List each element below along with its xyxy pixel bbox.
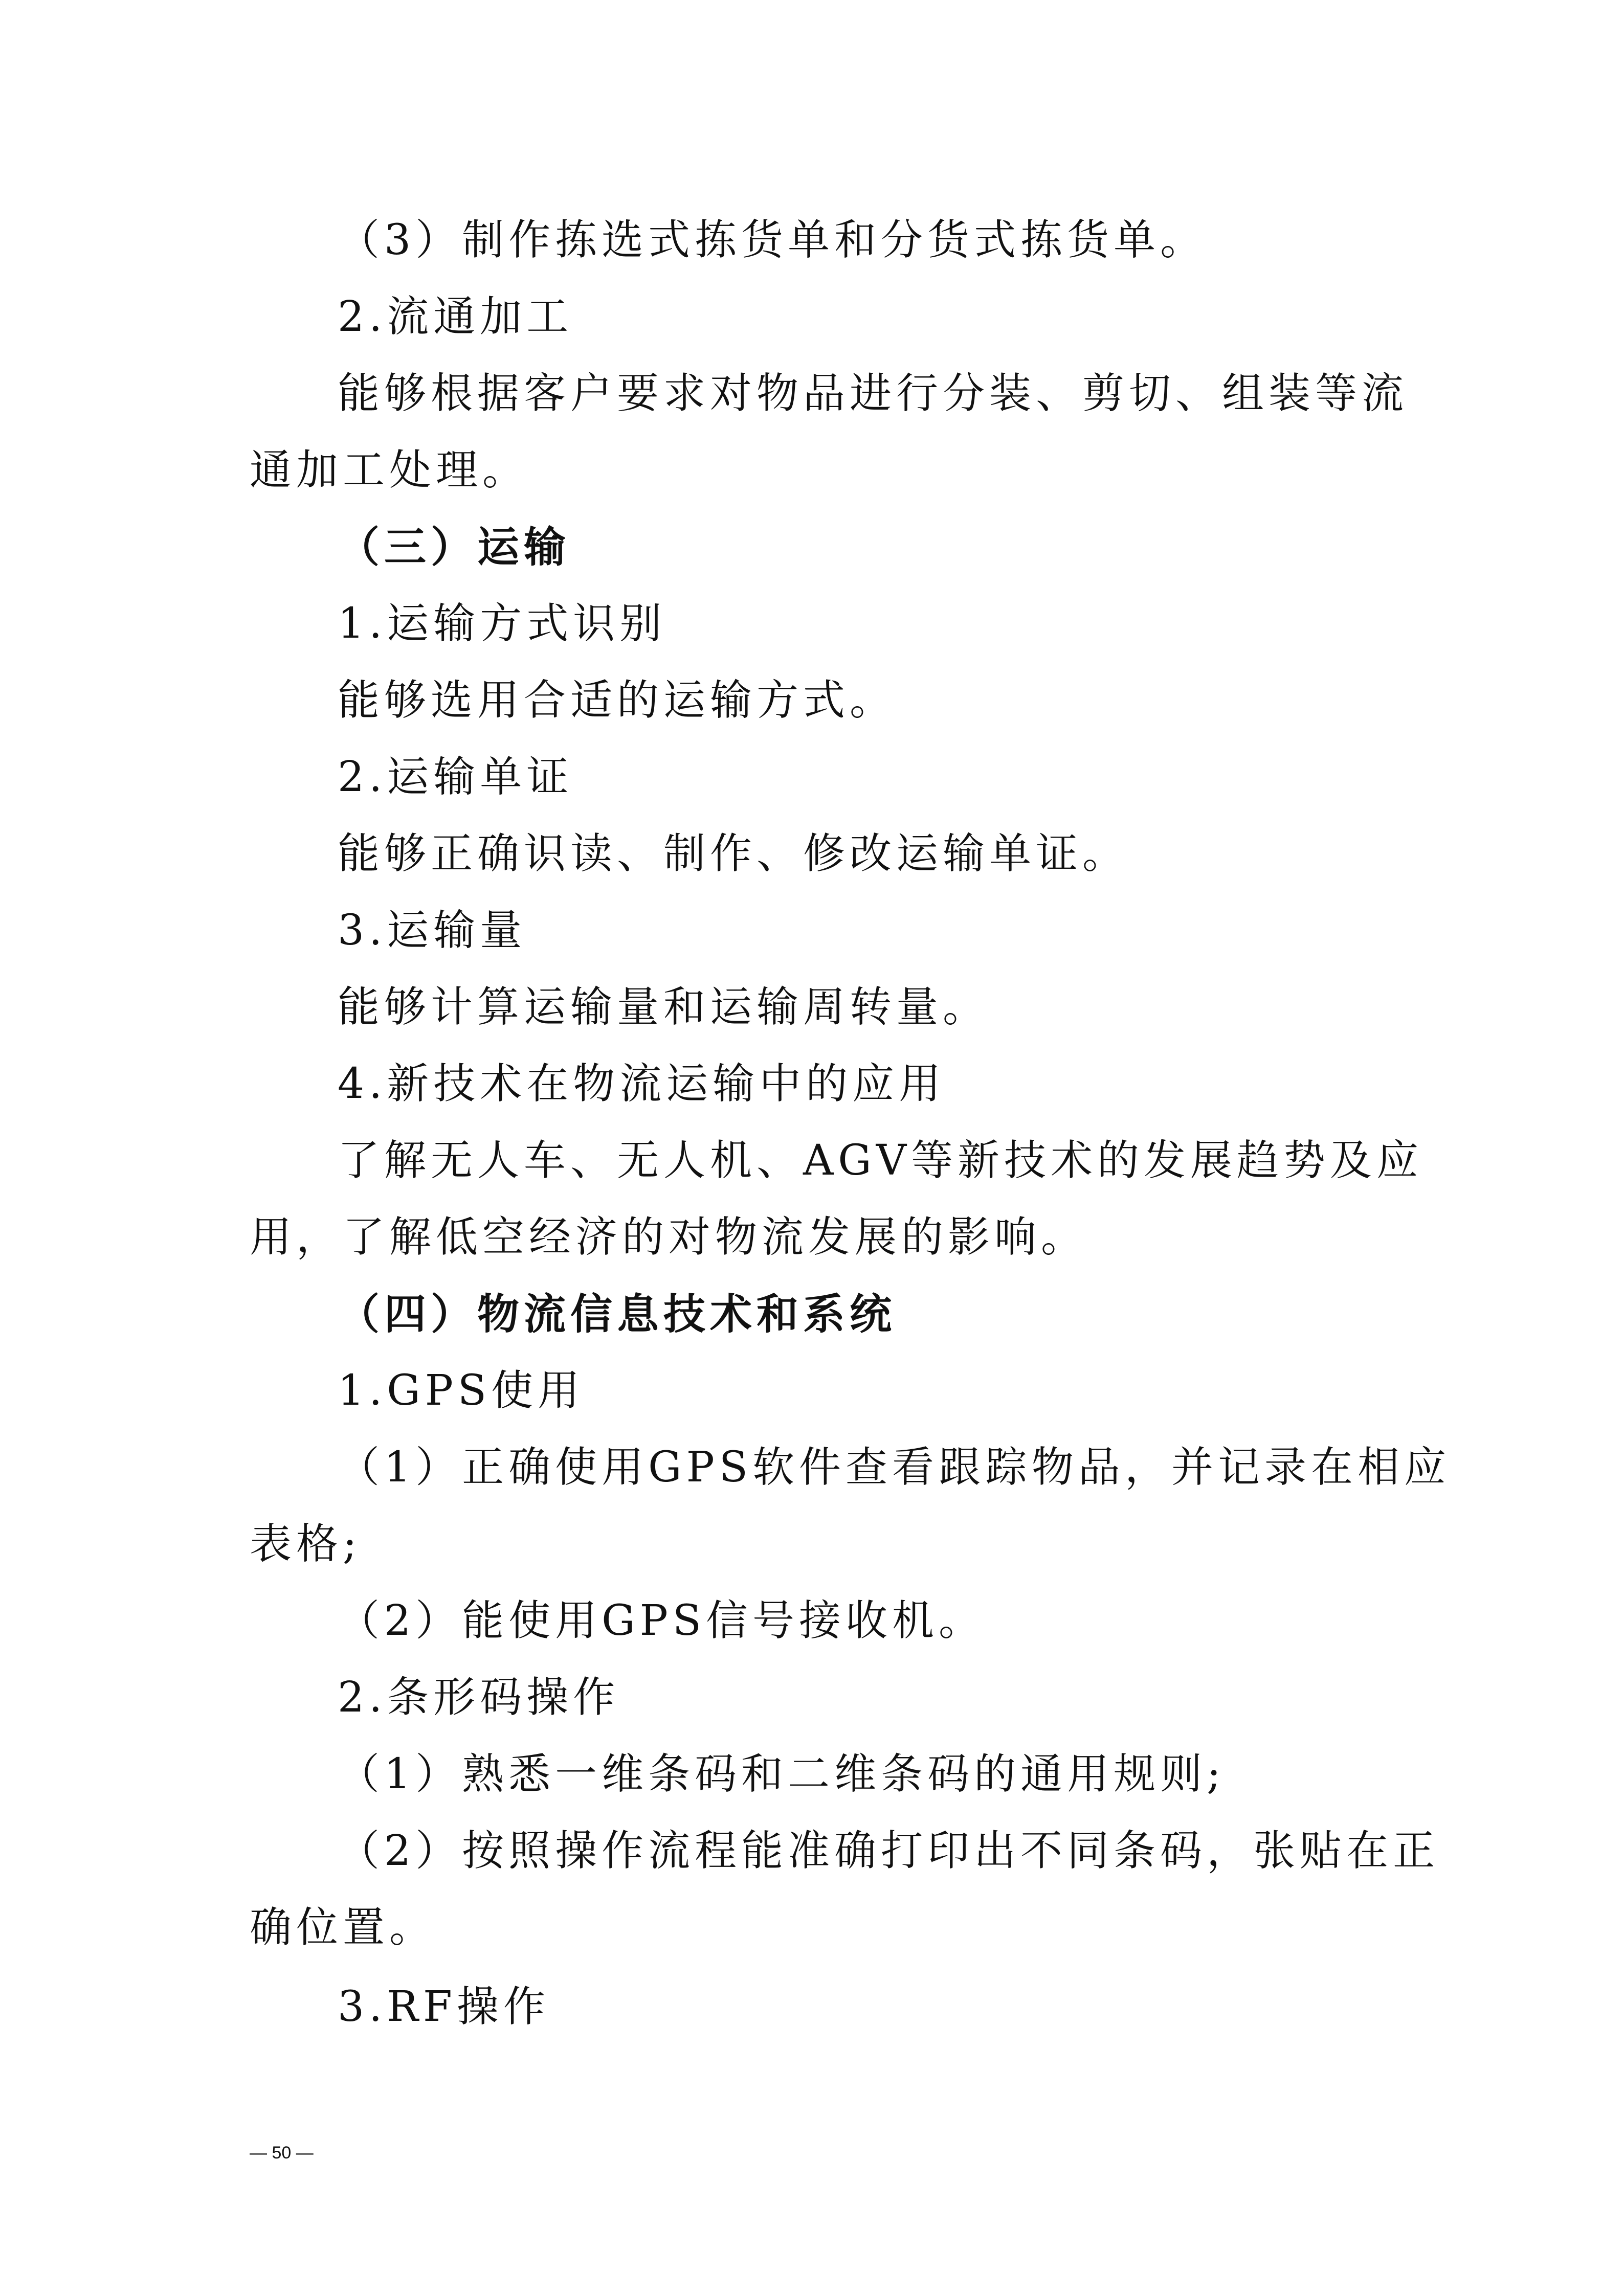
text-line: （3）制作拣选式拣货单和分货式拣货单。: [338, 216, 1207, 264]
subsection-heading: 1.GPS使用: [338, 1366, 585, 1415]
section-heading: （四）物流信息技术和系统: [338, 1290, 897, 1339]
subsection-heading: 2.运输单证: [338, 753, 573, 801]
text-line: 了解无人车、无人机、AGV等新技术的发展趋势及应: [338, 1136, 1423, 1185]
subsection-heading: 2.流通加工: [338, 292, 573, 341]
text-line: （1）熟悉一维条码和二维条码的通用规则;: [338, 1750, 1226, 1798]
text-line: 确位置。: [250, 1903, 436, 1952]
text-line: 通加工处理。: [250, 446, 529, 494]
subsection-heading: 3.运输量: [338, 906, 527, 955]
text-line: 能够计算运输量和运输周转量。: [338, 983, 990, 1031]
subsection-heading: 1.运输方式识别: [338, 599, 666, 648]
text-line: 用，了解低空经济的对物流发展的影响。: [250, 1213, 1088, 1262]
text-line: （1）正确使用GPS软件查看跟踪物品，并记录在相应: [338, 1443, 1451, 1492]
text-line: 能够选用合适的运输方式。: [338, 676, 897, 725]
page-number: — 50 —: [250, 2143, 314, 2163]
text-line: （2）按照操作流程能准确打印出不同条码，张贴在正: [338, 1827, 1440, 1875]
section-heading: （三）运输: [338, 523, 571, 572]
subsection-heading: 2.条形码操作: [338, 1673, 620, 1722]
subsection-heading: 4.新技术在物流运输中的应用: [338, 1060, 946, 1108]
text-line: 表格;: [250, 1520, 362, 1568]
text-line: 能够根据客户要求对物品进行分装、剪切、组装等流: [338, 369, 1409, 418]
text-line: （2）能使用GPS信号接收机。: [338, 1596, 986, 1645]
subsection-heading: 3.RF操作: [338, 1983, 550, 2031]
text-line: 能够正确识读、制作、修改运输单证。: [338, 829, 1129, 878]
